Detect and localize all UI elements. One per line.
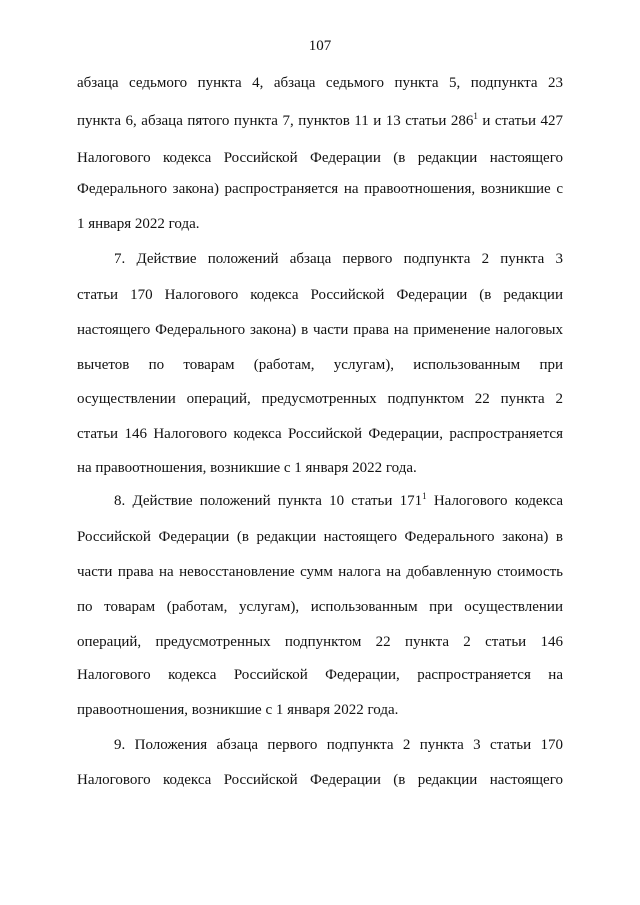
line-text: и статьи 427 [482, 113, 563, 129]
page-number: 107 [308, 38, 332, 54]
paragraph-line: 9. Положения абзаца первого подпункта 2 пункта 3 статьи 170 [114, 737, 563, 753]
paragraph-line: операций, предусмотренных подпунктом 22 пункта 2 статьи 146 [77, 634, 563, 650]
paragraph-line: статьи 146 Налогового кодекса Российской Федерации, распространяется [77, 426, 563, 442]
paragraph-line: осуществлении операций, предусмотренных подпунктом 22 пункта 2 [77, 391, 563, 407]
paragraph-line: правоотношения, возникшие с 1 января 2022 года. [77, 702, 399, 718]
paragraph-line: Российской Федерации (в редакции настоящего Федерального закона) в [77, 529, 563, 545]
paragraph-line: по товарам (работам, услугам), использованным при осуществлении [77, 599, 563, 615]
paragraph-line [114, 492, 563, 510]
paragraph-line: Федерального закона) распространяется на правоотношения, возникшие с [77, 181, 563, 197]
paragraph-line: Налогового кодекса Российской Федерации (в редакции настоящего [77, 150, 563, 166]
paragraph-line: на правоотношения, возникшие с 1 января 2022 года. [77, 460, 417, 476]
paragraph-line: статьи 170 Налогового кодекса Российской Федерации (в редакции [77, 287, 563, 303]
paragraph-line: 7. Действие положений абзаца первого подпункта 2 пункта 3 [114, 251, 563, 267]
paragraph-line: части права на невосстановление сумм налога на добавленную стоимость [77, 564, 563, 580]
superscript: 1 [422, 491, 427, 501]
line-text: Налогового кодекса [433, 493, 563, 509]
line-text: 8. Действие положений пункта 10 статьи 171 [114, 493, 423, 509]
line-text: пункта 6, абзаца пятого пункта 7, пунктов 11 и 13 статьи 286 [77, 113, 474, 129]
paragraph-line [77, 112, 563, 130]
paragraph-line: Налогового кодекса Российской Федерации (в редакции настоящего [77, 772, 563, 788]
paragraph-line: 1 января 2022 года. [77, 216, 200, 232]
paragraph-line: настоящего Федерального закона) в части права на применение налоговых [77, 322, 563, 338]
paragraph-line: абзаца седьмого пункта 4, абзаца седьмого пункта 5, подпункта 23 [77, 75, 563, 91]
superscript: 1 [473, 111, 478, 121]
paragraph-line: Налогового кодекса Российской Федерации, распространяется на [77, 667, 563, 683]
paragraph-line: вычетов по товарам (работам, услугам), использованным при [77, 357, 563, 373]
